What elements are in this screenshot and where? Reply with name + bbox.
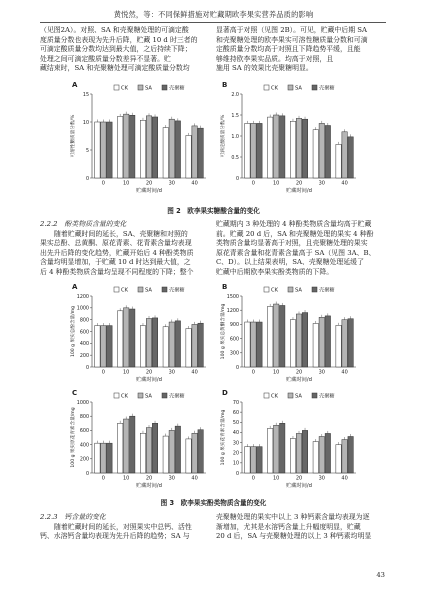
- bar: [117, 311, 122, 367]
- bar: [245, 123, 250, 178]
- y-axis-label: 100 g 果实总酚含量/mg: [71, 305, 76, 358]
- bar: [192, 433, 197, 473]
- y-tick-label: 30: [232, 441, 239, 447]
- y-axis-label: 可滴定酸质量分数/%: [221, 114, 226, 158]
- bar: [192, 126, 197, 178]
- legend-label: 壳聚糖: [169, 85, 185, 92]
- text-line: 果实总酚、总黄酮、原花青素、花青素含量均表现: [40, 239, 192, 248]
- legend-label: 壳聚糖: [319, 393, 335, 400]
- x-tick-label: 30: [318, 369, 325, 376]
- bar: [163, 128, 168, 178]
- bar: [348, 319, 353, 367]
- x-tick-label: 10: [123, 475, 130, 482]
- bar: [296, 118, 301, 178]
- text-line: 显著高于对照（见图 2B）。可见，贮藏中后期 SA: [216, 26, 367, 34]
- text-line: 钙、水溶钙含量均表现为先升后降的趋势；SA 与: [40, 532, 190, 541]
- legend-swatch: [114, 287, 119, 292]
- bar: [257, 123, 262, 178]
- page-number: 43: [376, 571, 385, 579]
- fig3-chart-c: [70, 386, 210, 491]
- bar: [192, 324, 197, 367]
- x-tick-label: 0: [101, 475, 105, 482]
- y-tick-label: 10: [232, 461, 239, 467]
- panel-label: B: [222, 283, 228, 291]
- top-right-column: [216, 26, 386, 74]
- legend-swatch: [162, 287, 167, 292]
- bar: [267, 428, 272, 473]
- text-line: 施用 SA 的效果比壳聚糖明显。: [216, 64, 313, 73]
- bar: [280, 305, 285, 367]
- text-line: 处理之间可滴定酸质量分数差异不显著。贮: [40, 54, 171, 63]
- bar: [140, 120, 145, 178]
- bar: [140, 326, 145, 367]
- bar: [245, 447, 250, 473]
- bar: [336, 144, 341, 178]
- y-tick-label: 600: [79, 330, 89, 336]
- bar: [251, 123, 256, 178]
- y-axis-label: 可溶性糖质量分数/%: [71, 114, 76, 158]
- bar: [107, 443, 112, 473]
- bar: [101, 326, 106, 367]
- section-heading: 2.2.3 钙含量的变化: [40, 513, 106, 521]
- y-tick-label: 200: [79, 457, 89, 463]
- legend-swatch: [162, 393, 167, 398]
- y-tick-label: 1200: [76, 294, 89, 300]
- legend-swatch: [264, 287, 269, 292]
- bar: [257, 322, 262, 367]
- fig3-chart-a: [70, 280, 210, 385]
- bar: [273, 115, 278, 178]
- y-tick-label: 60: [232, 410, 239, 416]
- bar: [290, 439, 295, 473]
- x-axis-label: 贮藏时间/d: [286, 188, 312, 194]
- text-line: 度质量分数也表现为先升后降，贮藏 10 d 时三者的: [40, 35, 198, 44]
- legend-swatch: [312, 287, 317, 292]
- legend-label: SA: [145, 85, 152, 92]
- bar: [163, 436, 168, 473]
- top-left-column: [40, 26, 208, 74]
- y-tick-label: 0: [85, 365, 89, 371]
- legend-label: SA: [295, 85, 302, 92]
- y-tick-label: 1500: [226, 294, 239, 300]
- text-line: 可滴定酸质量分数均达到最大值，之后持续下降；: [40, 45, 192, 54]
- bar: [169, 119, 174, 178]
- x-tick-label: 40: [191, 475, 198, 482]
- y-tick-label: 400: [79, 443, 89, 449]
- bar: [101, 122, 106, 178]
- middle-right-column: [216, 220, 386, 278]
- legend-swatch: [288, 287, 293, 292]
- x-tick-label: 0: [251, 180, 255, 187]
- x-axis-label: 贮藏时间/d: [286, 377, 312, 383]
- bar: [95, 326, 100, 367]
- y-axis-label: 100 g 果实花青素含量/mg: [221, 409, 226, 466]
- bar: [319, 436, 324, 473]
- legend-label: SA: [295, 287, 302, 294]
- fig2-caption: 图 2 欧李果实糖酸含量的变化: [167, 207, 260, 215]
- bar: [325, 316, 330, 367]
- panel-label: B: [222, 81, 228, 89]
- running-header: 黄悦然，等：不同保鲜措施对贮藏期欧李果实营养品质的影响: [113, 10, 314, 19]
- text-line: 藏结束时，SA 和壳聚糖处理可滴定酸质量分数均: [40, 64, 190, 73]
- legend-swatch: [312, 393, 317, 398]
- bar: [273, 425, 278, 473]
- panel-label: D: [222, 389, 228, 397]
- x-tick-label: 20: [145, 369, 153, 376]
- x-tick-label: 30: [168, 369, 175, 376]
- bar: [198, 128, 203, 178]
- bar: [267, 117, 272, 178]
- legend-label: 壳聚糖: [169, 393, 185, 400]
- bar: [251, 322, 256, 367]
- legend-label: SA: [145, 393, 152, 400]
- bar: [146, 428, 151, 473]
- legend-label: SA: [145, 287, 152, 294]
- text-line: 定酸质量分数均高于对照且下降趋势平缓，且能: [216, 45, 361, 54]
- y-tick-label: 600: [79, 429, 89, 435]
- bar: [336, 325, 341, 367]
- legend-swatch: [138, 85, 143, 90]
- bar: [302, 119, 307, 178]
- x-tick-label: 0: [251, 475, 255, 482]
- bar: [163, 327, 168, 367]
- x-tick-label: 30: [318, 180, 325, 187]
- text-line: 壳聚糖处理的果实中以上 3 种钙素含量均表现为逐: [216, 513, 370, 521]
- y-tick-label: 200: [79, 353, 89, 359]
- bar: [296, 433, 301, 473]
- x-tick-label: 10: [273, 475, 280, 482]
- bar: [257, 447, 262, 473]
- x-tick-label: 10: [123, 369, 130, 376]
- bar: [175, 121, 180, 178]
- y-tick-label: 600: [229, 337, 239, 343]
- legend-swatch: [162, 85, 167, 90]
- y-tick-label: 40: [232, 431, 239, 437]
- bar: [101, 443, 106, 473]
- bar: [302, 313, 307, 367]
- legend-label: CK: [121, 287, 129, 294]
- section-223: [40, 513, 208, 542]
- x-tick-label: 0: [251, 369, 255, 376]
- x-tick-label: 20: [145, 180, 153, 187]
- bar: [348, 137, 353, 178]
- bar: [169, 322, 174, 367]
- x-axis-label: 贮藏时间/d: [286, 483, 312, 489]
- text-line: C、D）。以上结果表明，SA、壳聚糖处理延缓了: [216, 258, 364, 267]
- text-line: 贮藏期内 3 种处理的 4 种酚类物质含量均高于贮藏: [216, 220, 372, 228]
- y-tick-label: 900: [229, 323, 239, 329]
- text-line: 前。贮藏 20 d 后，SA 和壳聚糖处理的果实 4 种酚: [216, 229, 374, 238]
- bar: [186, 329, 191, 367]
- x-tick-label: 0: [101, 180, 105, 187]
- bar: [146, 318, 151, 367]
- x-tick-label: 20: [295, 369, 303, 376]
- bar: [245, 322, 250, 367]
- x-tick-label: 40: [341, 475, 348, 482]
- fig3-chart-b: [220, 280, 360, 385]
- bar: [273, 304, 278, 367]
- section-heading: 2.2.2 酚类物质含量的变化: [40, 220, 127, 228]
- text-line: 类物质含量均显著高于对照，且壳聚糖处理的果实: [216, 239, 368, 248]
- bar: [290, 121, 295, 178]
- bar: [290, 320, 295, 367]
- y-tick-label: 400: [79, 342, 89, 348]
- y-tick-label: 300: [229, 351, 239, 357]
- bar: [198, 430, 203, 473]
- bar: [319, 123, 324, 178]
- panel-label: A: [72, 81, 78, 89]
- header-rule: [40, 22, 386, 23]
- legend-swatch: [264, 85, 269, 90]
- fig3-caption: 图 3 欧李果实酚类物质含量的变化: [160, 499, 267, 507]
- y-tick-label: 800: [79, 415, 89, 420]
- bar: [152, 318, 157, 367]
- text-line: 贮藏中后期欧李果实酚类物质的下降。: [216, 267, 334, 276]
- legend-label: 壳聚糖: [319, 287, 335, 294]
- bar: [313, 323, 318, 367]
- y-tick-label: 0: [235, 471, 239, 477]
- text-line: 原花青素含量和花青素含量高于 SA（见图 3A、B、: [216, 248, 376, 257]
- bar: [280, 423, 285, 473]
- bottom-right-column: [216, 513, 386, 542]
- x-tick-label: 20: [145, 475, 153, 482]
- fig2-chart-a: [70, 78, 210, 196]
- x-tick-label: 40: [191, 180, 198, 187]
- legend-label: SA: [295, 393, 302, 400]
- text-line: 出先升后降的变化趋势，贮藏开始后 4 种酚类物质: [40, 248, 194, 257]
- x-axis-label: 贮藏时间/d: [136, 377, 162, 383]
- legend-label: CK: [121, 393, 129, 400]
- bar: [107, 326, 112, 367]
- x-tick-label: 30: [318, 475, 325, 482]
- y-tick-label: 20: [232, 451, 239, 457]
- bar: [302, 430, 307, 473]
- y-tick-label: 15: [82, 92, 89, 98]
- x-tick-label: 30: [168, 475, 175, 482]
- legend-swatch: [288, 393, 293, 398]
- bar: [280, 116, 285, 178]
- bar: [313, 130, 318, 178]
- bar: [186, 135, 191, 178]
- x-tick-label: 10: [123, 180, 130, 187]
- y-tick-label: 2.0: [231, 92, 239, 98]
- legend-label: CK: [271, 393, 279, 400]
- bar: [146, 116, 151, 178]
- x-tick-label: 10: [273, 180, 280, 187]
- fig3-chart-d: [220, 386, 360, 491]
- x-tick-label: 0: [101, 369, 105, 376]
- bar: [325, 126, 330, 179]
- legend-label: CK: [121, 85, 129, 92]
- bar: [186, 439, 191, 473]
- x-tick-label: 20: [295, 180, 303, 187]
- y-tick-label: 1000: [76, 306, 89, 312]
- panel-label: C: [72, 389, 78, 397]
- x-tick-label: 40: [341, 369, 348, 376]
- y-tick-label: 10: [82, 120, 89, 126]
- bar: [130, 309, 135, 367]
- x-axis-label: 贮藏时间/d: [136, 483, 162, 489]
- bar: [251, 447, 256, 473]
- legend-label: 壳聚糖: [319, 85, 335, 92]
- bar: [169, 430, 174, 473]
- bar: [342, 132, 347, 178]
- bar: [95, 443, 100, 473]
- y-tick-label: 800: [79, 318, 89, 324]
- legend-swatch: [114, 85, 119, 90]
- x-tick-label: 40: [191, 369, 198, 376]
- y-tick-label: 50: [232, 421, 239, 427]
- bar: [152, 117, 157, 178]
- y-tick-label: 0: [235, 365, 239, 371]
- bar: [107, 122, 112, 178]
- text-line: 后 4 种酚类物质含量均呈现不同程度的下降；整个: [40, 267, 194, 276]
- bar: [123, 308, 128, 367]
- bar: [117, 423, 122, 473]
- y-tick-label: 1.0: [231, 134, 239, 140]
- bar: [140, 433, 145, 473]
- bar: [130, 115, 135, 178]
- y-tick-label: 1200: [226, 309, 239, 314]
- legend-label: 壳聚糖: [169, 287, 185, 294]
- legend-swatch: [312, 85, 317, 90]
- x-axis-label: 贮藏时间/d: [136, 188, 162, 194]
- x-tick-label: 20: [295, 475, 303, 482]
- text-line: 和壳聚糖处理的欧李果实可溶性糖质量分数和可滴: [216, 35, 368, 44]
- bar: [313, 442, 318, 473]
- legend-swatch: [264, 393, 269, 398]
- legend-swatch: [138, 287, 143, 292]
- x-tick-label: 30: [168, 180, 175, 187]
- bar: [117, 116, 122, 178]
- y-tick-label: 5: [85, 148, 89, 154]
- y-axis-label: 100 g 果实原花青素含量/mg: [71, 407, 76, 468]
- bar: [123, 114, 128, 178]
- legend-label: CK: [271, 85, 279, 92]
- text-line: 随着贮藏时间的延长，SA、壳聚糖和对照的: [54, 229, 188, 238]
- legend-swatch: [114, 393, 119, 398]
- y-tick-label: 1.5: [231, 113, 239, 119]
- y-tick-label: 0: [85, 471, 89, 477]
- bar: [296, 314, 301, 367]
- bar: [198, 323, 203, 367]
- bar: [130, 416, 135, 473]
- x-tick-label: 40: [341, 180, 348, 187]
- text-line: 够维持欧李果实品质。均高于对照，且: [216, 54, 334, 63]
- panel-label: A: [72, 283, 78, 291]
- bar: [336, 445, 341, 473]
- y-tick-label: 1000: [76, 400, 89, 406]
- text-line: 含量均明显增加，于贮藏 10 d 时达到最大值，之: [40, 258, 191, 267]
- bar: [175, 321, 180, 367]
- bar: [123, 419, 128, 473]
- text-line: 20 d 后，SA 与壳聚糖处理的以上 3 种钙素均明显: [216, 532, 372, 541]
- legend-swatch: [288, 85, 293, 90]
- text-line: 渐增加，尤其是水溶钙含量上升幅度明显，贮藏: [216, 522, 361, 531]
- section-222: [40, 220, 208, 278]
- y-tick-label: 70: [232, 400, 239, 406]
- bar: [319, 317, 324, 367]
- y-tick-label: 0: [85, 176, 89, 182]
- bar: [342, 440, 347, 473]
- y-axis-label: 100 g 果实总黄酮含量/mg: [221, 303, 226, 360]
- bar: [152, 423, 157, 473]
- text-line: （见图2A）。对照、SA 和壳聚糖处理的可滴定酸: [40, 26, 189, 34]
- bar: [267, 306, 272, 367]
- text-line: 随着贮藏时间的延长，对照果实中总钙、活性: [54, 522, 192, 531]
- legend-swatch: [138, 393, 143, 398]
- x-tick-label: 10: [273, 369, 280, 376]
- fig2-chart-b: [220, 78, 360, 196]
- bar: [175, 426, 180, 473]
- y-tick-label: 0.5: [231, 155, 239, 161]
- bar: [342, 320, 347, 367]
- y-tick-label: 0: [235, 176, 239, 182]
- bar: [348, 436, 353, 473]
- bar: [95, 122, 100, 178]
- bar: [325, 433, 330, 473]
- legend-label: CK: [271, 287, 279, 294]
